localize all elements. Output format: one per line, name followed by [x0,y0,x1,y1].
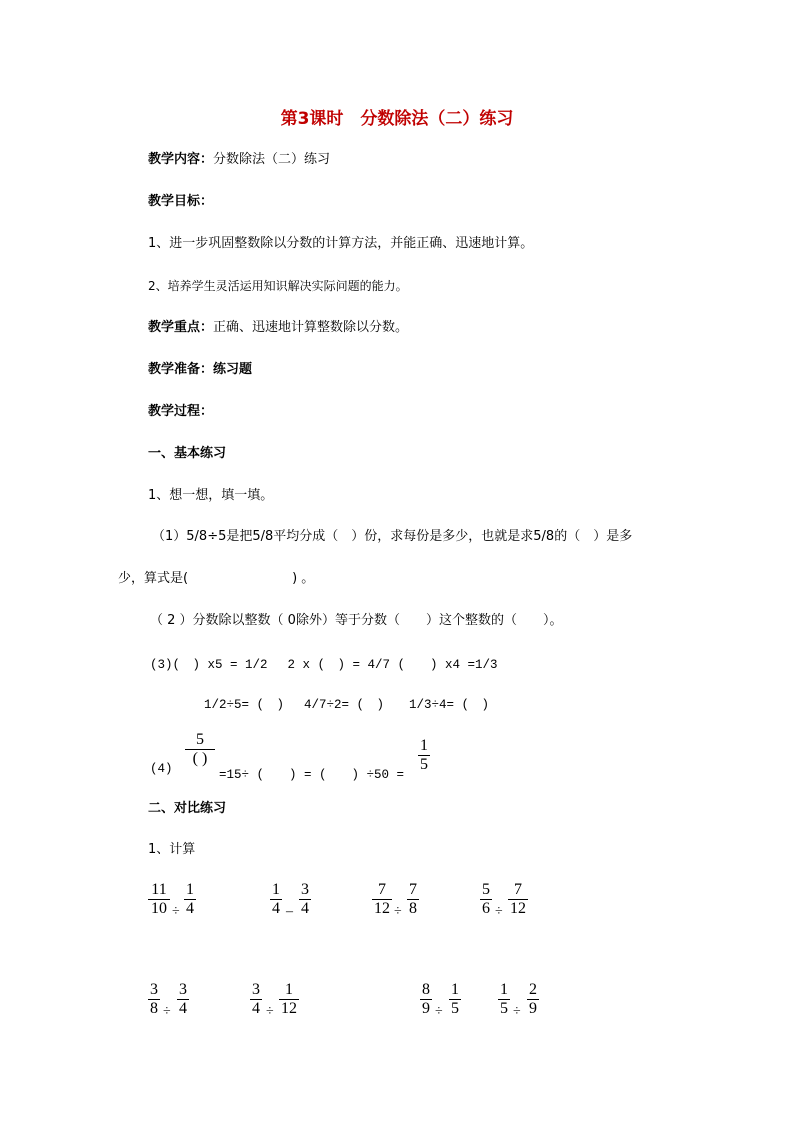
operator: ÷ [394,904,402,919]
content-label: 教学内容： [148,152,214,167]
fraction-denominator: 4 [301,900,309,917]
section2-heading: 二、对比练习 [148,801,227,816]
fraction-denominator: 9 [422,1000,430,1017]
focus-line [148,318,408,338]
fraction-numerator: 2 [529,981,537,998]
fraction [407,882,419,917]
section2-q1: 1、计算 [148,842,196,857]
fraction [279,982,299,1017]
problem-1-line1: （1）5/8÷5是把5/8平均分成（ ）份，求每份是多少，也就是求5/8的（ ）是多 [152,529,633,544]
prep-label: 教学准备： [148,362,214,377]
fraction-denominator: ( ) [192,750,208,767]
fraction [372,882,392,917]
fraction-numerator: 1 [500,981,508,998]
fraction [527,982,539,1017]
problem-2: （ 2 ）分数除以整数（ 0除外）等于分数（ ）这个整数的（ ）。 [150,613,563,628]
problem-3-line1: (3)( ) x5 = 1/2 2 x ( ) = 4/7 ( ) x4 =1/3 [150,658,498,672]
fraction-numerator: 1 [186,881,194,898]
fraction [148,982,160,1017]
fraction [184,882,196,917]
goal-item-2: 2、培养学生灵活运用知识解决实际问题的能力。 [148,279,408,293]
goal-item-1: 1、进一步巩固整数除以分数的计算方法，并能正确、迅速地计算。 [148,236,534,251]
fraction [420,982,432,1017]
fraction-denominator: 9 [529,1000,537,1017]
fraction [508,882,528,917]
operator: ÷ [435,1004,443,1019]
section1-heading: 一、基本练习 [148,446,227,461]
fraction-denominator: 8 [409,900,417,917]
process-label: 教学过程： [148,404,214,419]
problem-4-result-fraction [418,738,430,773]
fraction-numerator: 1 [285,981,293,998]
fraction-numerator: 7 [514,881,522,898]
problem-4-fraction [185,732,215,767]
goals-label: 教学目标： [148,194,214,209]
fraction-denominator: 4 [179,1000,187,1017]
fraction-numerator: 1 [451,981,459,998]
prep-line [148,360,252,380]
fraction-denominator: 10 [151,900,167,917]
section1-q1: 1、想一想，填一填。 [148,488,274,503]
content-value: 分数除法（二）练习 [213,152,331,167]
fraction-numerator: 3 [252,981,260,998]
fraction-numerator: 7 [409,881,417,898]
fraction-numerator: 7 [378,881,386,898]
problem-4-label: (4) [150,762,173,776]
fraction-denominator: 4 [272,900,280,917]
fraction-numerator: 5 [482,881,490,898]
fraction-denominator: 4 [252,1000,260,1017]
content-line [148,150,330,170]
problem-3-line2: 1/2÷5= ( ) 4/7÷2= ( ) 1/3÷4= ( ) [204,698,490,712]
fraction-denominator: 12 [374,900,390,917]
fraction-numerator: 1 [420,737,428,754]
page-title: 第3课时 分数除法（二）练习 [280,109,514,129]
fraction [177,982,189,1017]
fraction [270,882,282,917]
fraction [148,882,170,917]
fraction-numerator: 8 [422,981,430,998]
fraction-denominator: 6 [482,900,490,917]
fraction-denominator: 4 [186,900,194,917]
operator: – [286,904,293,919]
fraction-numerator: 3 [301,881,309,898]
fraction [498,982,510,1017]
fraction-denominator: 12 [281,1000,297,1017]
fraction-denominator: 5 [500,1000,508,1017]
fraction-numerator: 3 [179,981,187,998]
fraction-numerator: 1 [272,881,280,898]
problem-4-middle: =15÷ ( ) = ( ) ÷50 = [219,768,405,782]
fraction [250,982,262,1017]
fraction [480,882,492,917]
operator: ÷ [266,1004,274,1019]
fraction [299,882,311,917]
fraction-numerator: 5 [196,731,204,748]
operator: ÷ [513,1004,521,1019]
fraction-denominator: 8 [150,1000,158,1017]
fraction-denominator: 12 [510,900,526,917]
fraction [449,982,461,1017]
fraction-numerator: 11 [151,881,167,898]
fraction-numerator: 3 [150,981,158,998]
fraction-denominator: 5 [420,756,428,773]
operator: ÷ [163,1004,171,1019]
fraction-denominator: 5 [451,1000,459,1017]
problem-1-line2: 少，算式是( ) 。 [118,571,315,586]
focus-value: 正确、迅速地计算整数除以分数。 [213,320,409,335]
focus-label: 教学重点： [148,320,214,335]
operator: ÷ [495,904,503,919]
prep-value: 练习题 [213,362,253,377]
operator: ÷ [172,904,180,919]
